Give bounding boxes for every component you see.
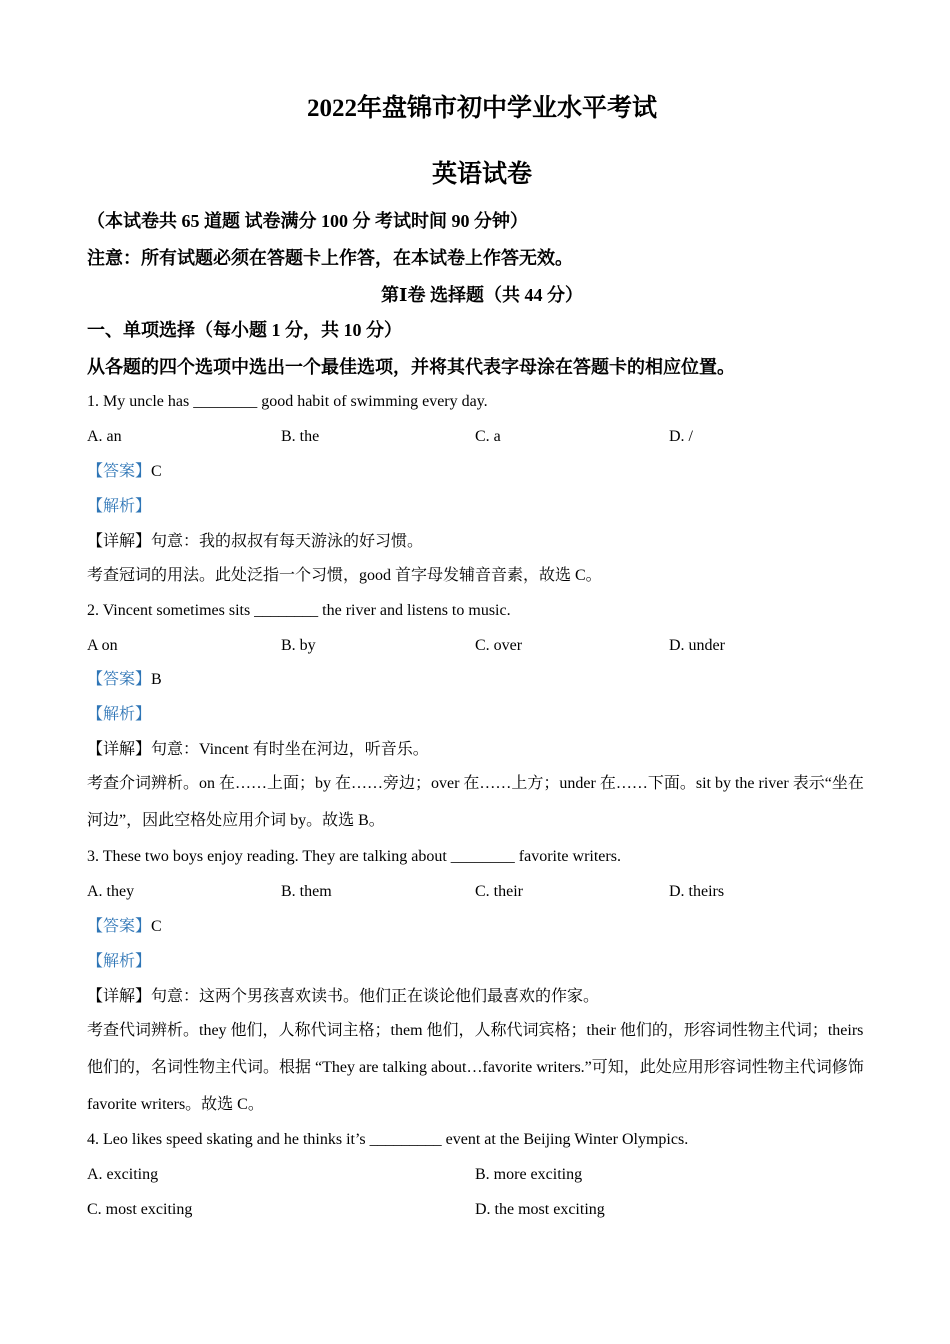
detail-line [87,532,423,552]
detail-label: 【详解】 [87,988,152,1005]
option-d: D. / [669,428,693,445]
option-c: C. over [475,637,523,654]
detail-meaning: 句意：Vincent 有时坐在河边，听音乐。 [151,741,429,758]
answer-line [87,917,162,937]
option-c: C. their [475,883,523,900]
option-b: B. the [281,428,320,445]
exam-title: 2022年盘锦市初中学业水平考试 [306,95,657,122]
option-a: A on [87,637,118,654]
section-heading: 一、单项选择（每小题 1 分，共 10 分） [87,320,402,340]
exam-info: （本试卷共 65 道题 试卷满分 100 分 考试时间 90 分钟） [87,211,528,231]
option-d: D. theirs [669,883,725,900]
answer-value: C [151,463,162,480]
answer-label: 【答案】 [87,918,152,935]
detail-label: 【详解】 [87,741,152,758]
question-stem: 2. Vincent sometimes sits ________ the river and listens to music. [87,602,511,619]
option-b: B. them [281,883,332,900]
answer-label: 【答案】 [87,671,152,688]
explanation-text: 考查代词辨析。they 他们，人称代词主格；them 他们，人称代词宾格；their 他们的，形容词性物主代词；theirs 他们的，名词性物主代词。根据 “They are talking about…favorite writers.”可知，此处应用形容词性物主代词修饰 favorite writers。故选 C。 [87,1022,864,1113]
analysis-label: 【解析】 [87,953,152,970]
detail-line [87,987,599,1007]
option-b: B. by [281,637,316,654]
analysis-label: 【解析】 [87,706,152,723]
option-c: C. most exciting [87,1201,193,1218]
option-d: D. the most exciting [475,1201,605,1218]
part-heading: 第Ⅰ卷 选择题（共 44 分） [381,285,583,305]
section-instruction: 从各题的四个选项中选出一个最佳选项，并将其代表字母涂在答题卡的相应位置。 [87,357,735,377]
option-a: A. exciting [87,1166,159,1183]
detail-label: 【详解】 [87,533,152,550]
option-d: D. under [669,637,725,654]
answer-value: B [151,671,162,688]
explanation-text: 考查冠词的用法。此处泛指一个习惯，good 首字母发辅音音素，故选 C。 [87,567,602,584]
option-a: A. an [87,428,122,445]
explanation-text: 考查介词辨析。on 在……上面；by 在……旁边；over 在……上方；under 在……下面。sit by the river 表示“坐在河边”，因此空格处应用介词 by。故选 B。 [87,775,864,829]
exam-subtitle: 英语试卷 [431,161,532,188]
option-b: B. more exciting [475,1166,583,1183]
analysis-label: 【解析】 [87,498,152,515]
option-a: A. they [87,883,135,900]
answer-line [87,670,162,690]
detail-meaning: 句意：这两个男孩喜欢读书。他们正在谈论他们最喜欢的作家。 [151,988,600,1005]
answer-value: C [151,918,162,935]
question-stem: 3. These two boys enjoy reading. They are talking about ________ favorite writers. [87,848,621,865]
question-stem: 1. My uncle has ________ good habit of swimming every day. [87,393,488,410]
option-c: C. a [475,428,501,445]
answer-label: 【答案】 [87,463,152,480]
detail-line [87,740,429,760]
exam-notice: 注意：所有试题必须在答题卡上作答，在本试卷上作答无效。 [87,248,573,268]
answer-line [87,462,162,482]
question-stem: 4. Leo likes speed skating and he thinks it’s _________ event at the Beijing Winter Olympics. [87,1131,689,1148]
detail-meaning: 句意：我的叔叔有每天游泳的好习惯。 [151,533,424,550]
